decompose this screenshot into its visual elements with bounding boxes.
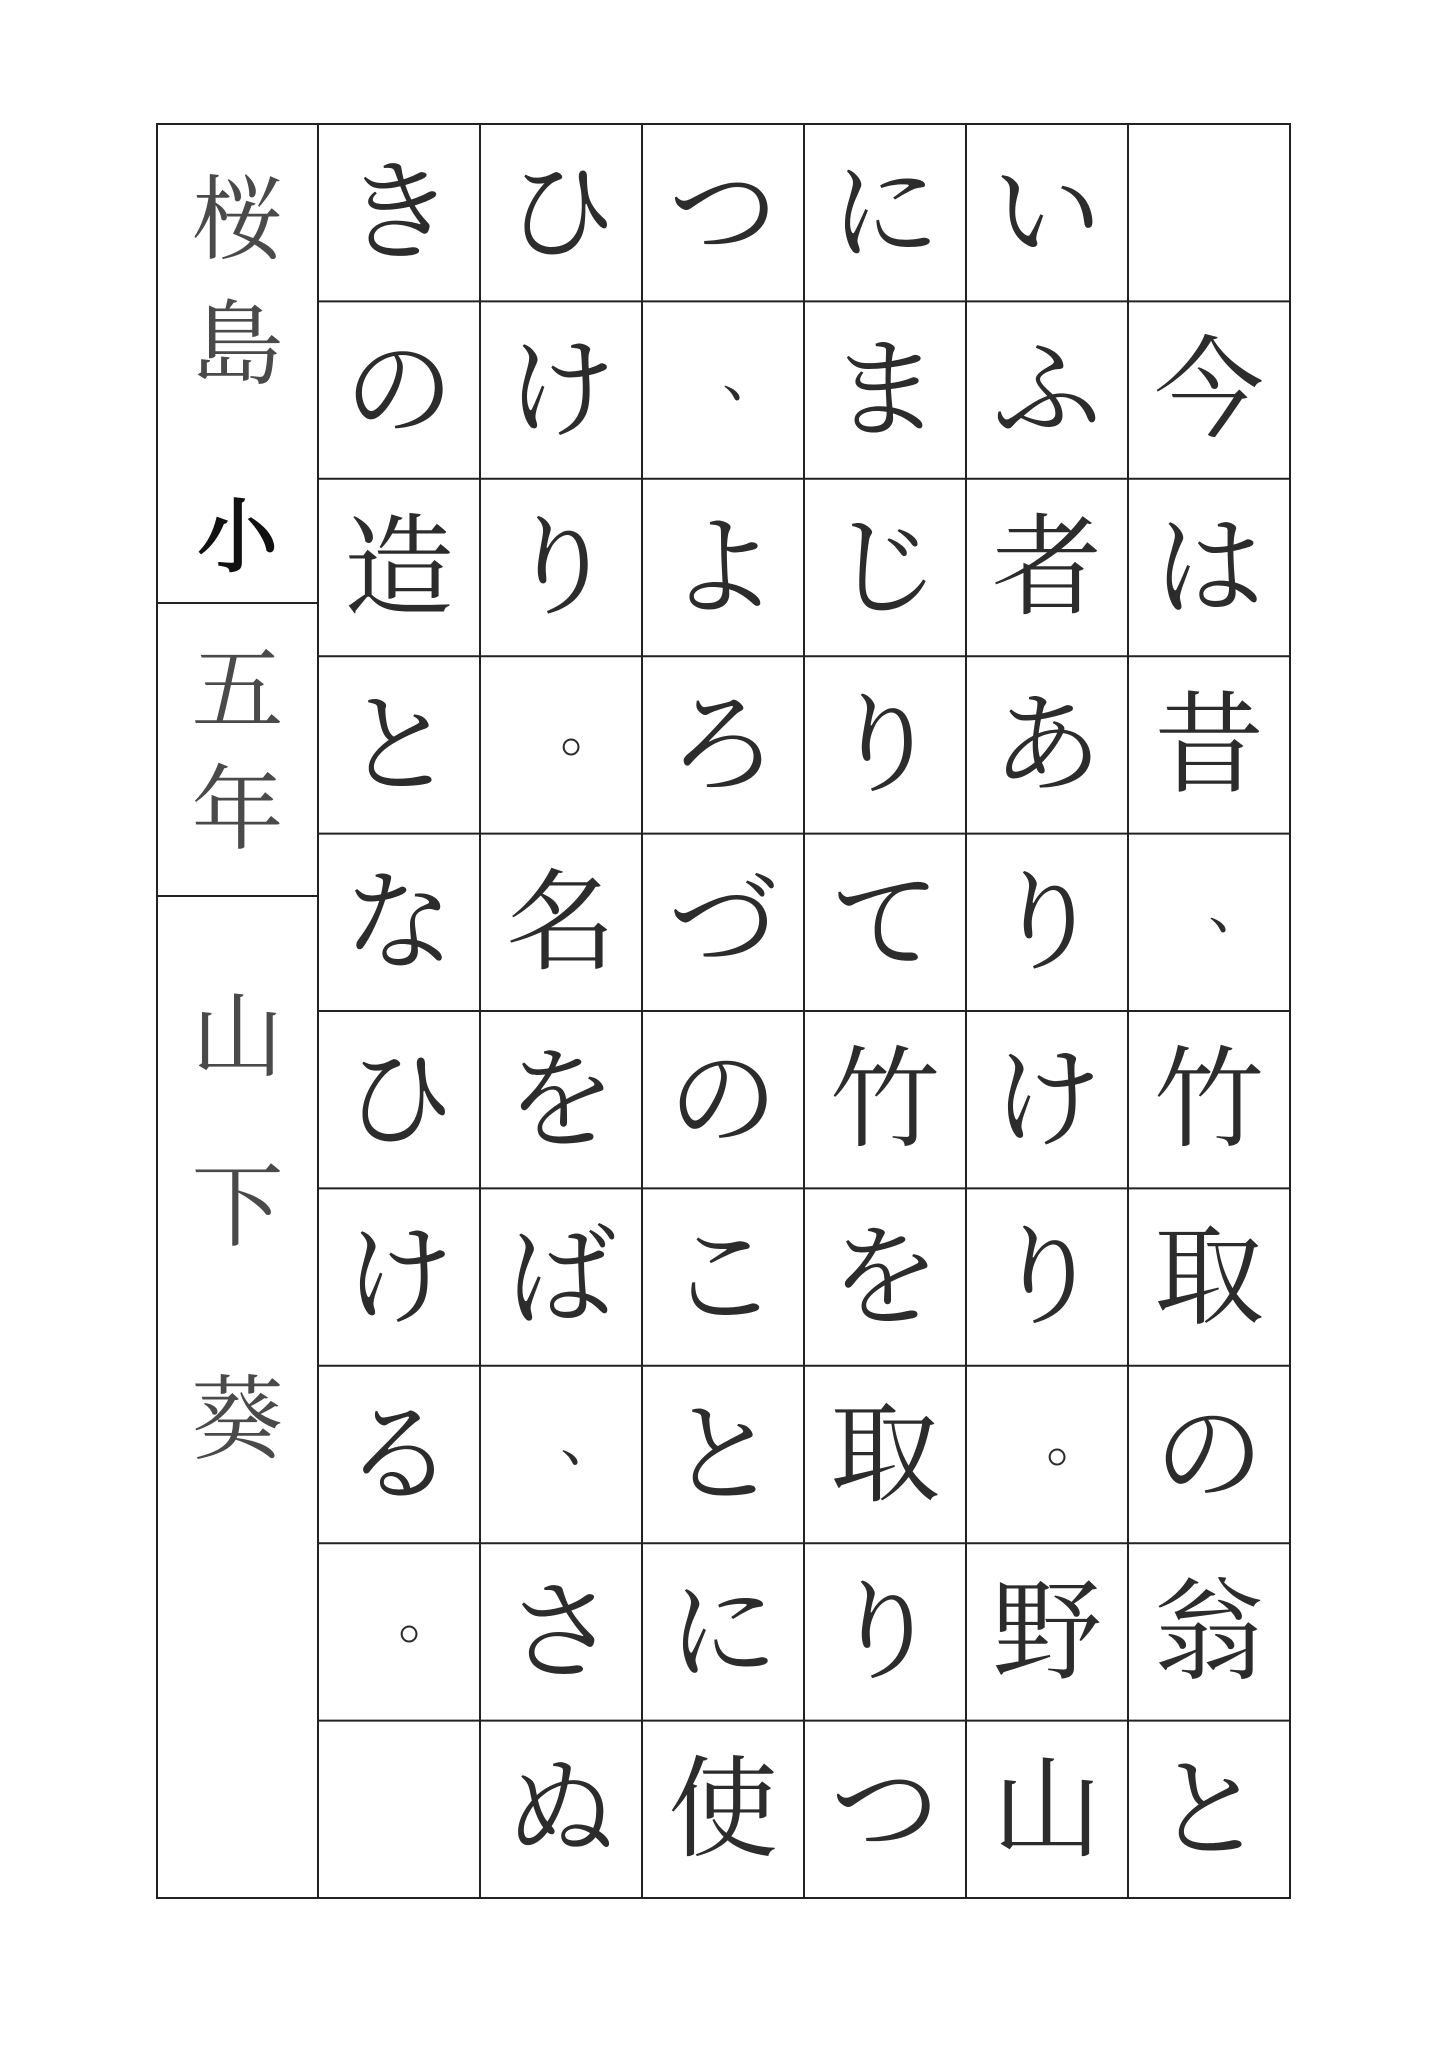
manuscript-char: と: [344, 680, 454, 809]
manuscript-char: 造: [344, 503, 454, 632]
manuscript-char: じ: [830, 503, 940, 632]
manuscript-char: 取: [1154, 1213, 1264, 1342]
manuscript-char: る: [344, 1390, 454, 1519]
manuscript-char: 、: [722, 340, 783, 411]
manuscript-char: の: [668, 1035, 778, 1164]
manuscript-char: き: [344, 148, 454, 277]
school-level: 小: [197, 490, 278, 584]
manuscript-char: を: [506, 1035, 616, 1164]
manuscript-char: ひ: [506, 148, 616, 277]
manuscript-char: 昔: [1154, 680, 1264, 809]
manuscript-char: ふ: [992, 326, 1102, 455]
manuscript-char: こ: [668, 1213, 778, 1342]
manuscript-char: 山: [992, 1745, 1102, 1874]
manuscript-char: 野: [992, 1567, 1102, 1696]
manuscript-char: 。: [398, 1582, 459, 1653]
manuscript-char: は: [1154, 503, 1264, 632]
manuscript-char: り: [992, 858, 1102, 987]
manuscript-char: 取: [830, 1390, 940, 1519]
manuscript-char: の: [1154, 1390, 1264, 1519]
manuscript-char: い: [992, 148, 1102, 277]
manuscript-char: 。: [1046, 1405, 1107, 1476]
school-name: 島: [191, 291, 284, 399]
manuscript-char: ろ: [668, 680, 778, 809]
manuscript-char: 今: [1154, 326, 1264, 455]
manuscript-char: 翁: [1154, 1567, 1264, 1696]
manuscript-char: の: [344, 326, 454, 455]
manuscript-char: を: [830, 1213, 940, 1342]
manuscript-char: ば: [506, 1213, 616, 1342]
manuscript-char: り: [992, 1213, 1102, 1342]
manuscript-char: 者: [992, 503, 1102, 632]
manuscript-char: け: [506, 326, 616, 455]
manuscript-char: 竹: [1154, 1035, 1264, 1164]
manuscript-char: 名: [506, 858, 616, 987]
manuscript-char: 使: [668, 1745, 778, 1874]
manuscript-char: つ: [830, 1745, 940, 1874]
grade-label: 五: [191, 636, 284, 744]
manuscript-char: つ: [668, 148, 778, 277]
manuscript-char: り: [506, 503, 616, 632]
manuscript-char: 竹: [830, 1035, 940, 1164]
manuscript-char: に: [668, 1567, 778, 1696]
manuscript-char: よ: [668, 503, 778, 632]
student-family-name: 下: [191, 1153, 284, 1261]
manuscript-char: て: [830, 858, 940, 987]
manuscript-char: と: [668, 1390, 778, 1519]
manuscript-char: ぬ: [506, 1745, 616, 1874]
manuscript-char: さ: [506, 1567, 616, 1696]
manuscript-char: ま: [830, 326, 940, 455]
school-name: 桜: [191, 166, 284, 274]
manuscript-char: け: [344, 1213, 454, 1342]
grade-label: 年: [191, 756, 284, 864]
manuscript-char: ひ: [344, 1035, 454, 1164]
manuscript-char: 、: [1208, 873, 1269, 944]
manuscript-char: け: [992, 1035, 1102, 1164]
manuscript-char: り: [830, 1567, 940, 1696]
manuscript-char: と: [1154, 1745, 1264, 1874]
student-given-name: 葵: [191, 1366, 284, 1474]
manuscript-char: な: [344, 858, 454, 987]
manuscript-char: 、: [560, 1405, 621, 1476]
manuscript-char: あ: [992, 680, 1102, 809]
student-family-name: 山: [191, 983, 284, 1091]
manuscript-char: に: [830, 148, 940, 277]
manuscript-char: づ: [668, 858, 778, 987]
manuscript-char: 。: [560, 695, 621, 766]
manuscript-char: り: [830, 680, 940, 809]
